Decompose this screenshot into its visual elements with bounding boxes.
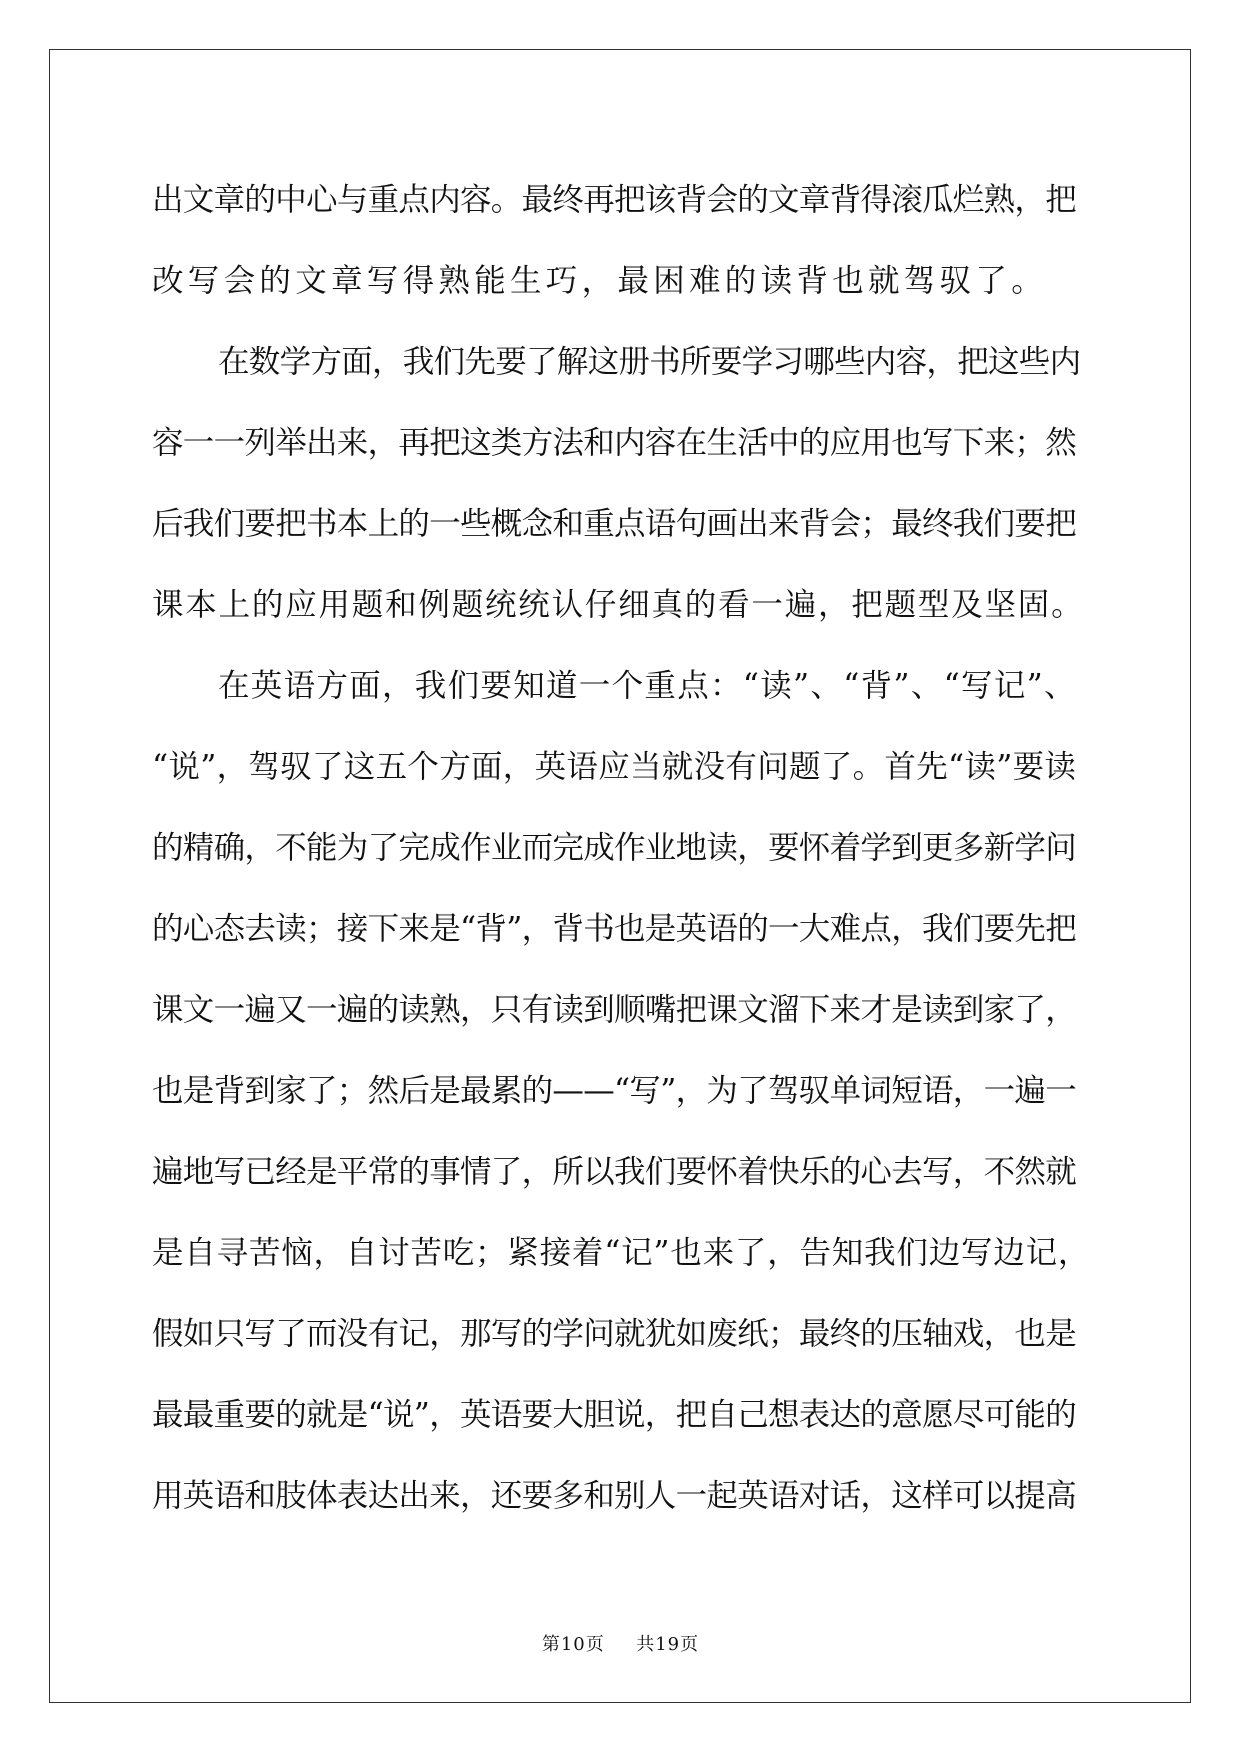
text-line: 是自寻苦恼，自讨苦吃；紧接着“记”也来了，告知我们边写边记， xyxy=(152,1235,1091,1271)
text-line: 课文一遍又一遍的读熟，只有读到顺嘴把课文溜下来才是读到家了， xyxy=(152,992,1077,1028)
text-line: “说”，驾驭了这五个方面，英语应当就没有问题了。首先“读”要读 xyxy=(152,749,1077,785)
text-line: 的精确，不能为了完成作业而完成作业地读，要怀着学到更多新学问 xyxy=(152,830,1077,866)
text-line: 也是背到家了；然后是最累的——“写”，为了驾驭单词短语，一遍一 xyxy=(152,1073,1077,1109)
text-line: 课本上的应用题和例题统统认仔细真的看一遍，把题型及坚固。 xyxy=(152,587,1085,623)
page-total: 共19页 xyxy=(636,1634,700,1655)
page-number: 第10页 xyxy=(541,1634,605,1655)
paragraph-start-line: 在英语方面，我们要知道一个重点：“读”、“背”、“写记”、 xyxy=(218,668,1077,704)
text-line: 假如只写了而没有记，那写的学问就犹如废纸；最终的压轴戏，也是 xyxy=(152,1316,1077,1352)
text-line: 的心态去读；接下来是“背”，背书也是英语的一大难点，我们要先把 xyxy=(152,911,1077,947)
text-line: 用英语和肢体表达出来，还要多和别人一起英语对话，这样可以提高 xyxy=(152,1478,1077,1514)
text-line: 后我们要把书本上的一些概念和重点语句画出来背会；最终我们要把 xyxy=(152,506,1077,542)
text-line: 遍地写已经是平常的事情了，所以我们要怀着快乐的心去写，不然就 xyxy=(152,1154,1077,1190)
text-line: 最最重要的就是“说”，英语要大胆说，把自己想表达的意愿尽可能的 xyxy=(152,1397,1077,1433)
page-footer xyxy=(0,1630,1241,1656)
text-line: 改写会的文章写得熟能生巧，最困难的读背也就驾驭了。 xyxy=(152,263,1048,299)
text-line: 容一一列举出来，再把这类方法和内容在生活中的应用也写下来；然 xyxy=(152,425,1077,461)
document-body xyxy=(152,160,1090,1537)
paragraph-start-line: 在数学方面，我们先要了解这册书所要学习哪些内容，把这些内 xyxy=(218,344,1081,380)
text-line: 出文章的中心与重点内容。最终再把该背会的文章背得滚瓜烂熟，把 xyxy=(152,182,1077,218)
